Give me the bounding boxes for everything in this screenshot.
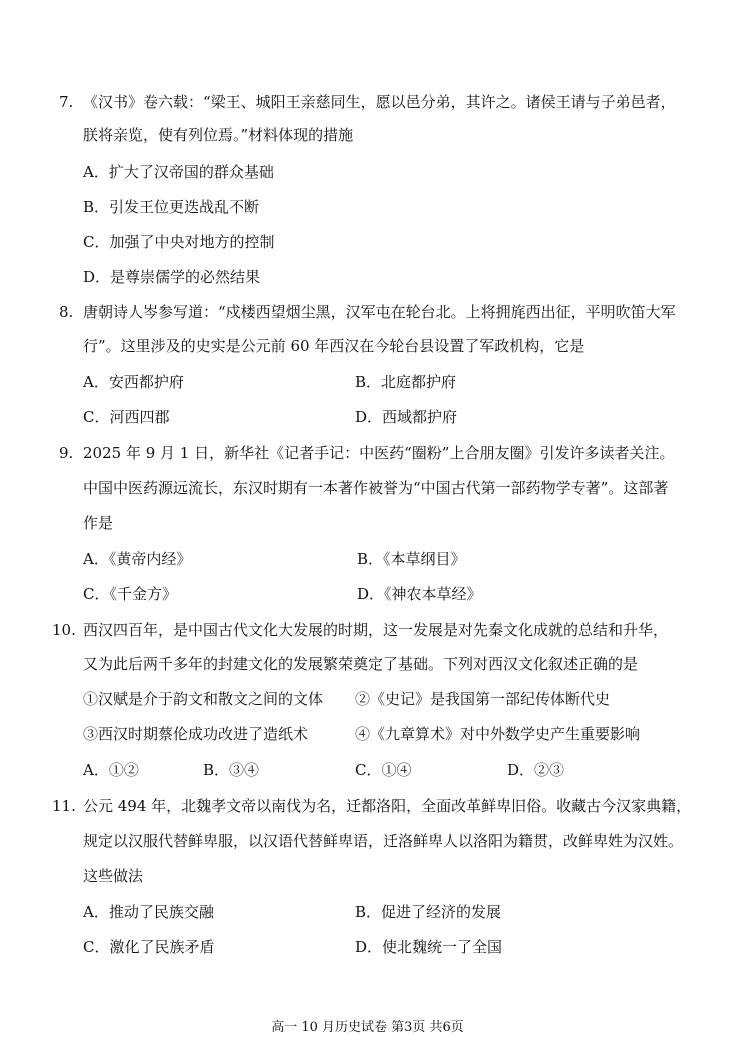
question-stem-line: 又为此后两千多年的封建文化的发展繁荣奠定了基础。下列对西汉文化叙述正确的是 xyxy=(83,655,639,673)
option-d: D．西域都护府 xyxy=(355,408,458,426)
question-stem-line: 唐朝诗人岑参写道：“戍楼西望烟尘黑，汉军屯在轮台北。上将拥旄西出征，平明吹笛大军 xyxy=(83,303,676,321)
question-number: 10. xyxy=(52,621,76,639)
question-stem-line: 这些做法 xyxy=(83,867,144,885)
option-a: A．推动了民族交融 xyxy=(83,903,214,921)
question-number: 9. xyxy=(59,444,74,462)
question-stem-line: 作是 xyxy=(83,514,114,532)
question-stem-line: 朕将亲览，使有列位焉。”材料体现的措施 xyxy=(83,126,354,144)
option-a: A．《黄帝内经》 xyxy=(83,550,192,568)
statement-3: ③西汉时期蔡伦成功改进了造纸术 xyxy=(83,725,309,743)
question-stem-line: 中国中医药源远流长，东汉时期有一本著作被誉为“中国古代第一部药物学专著”。这部著 xyxy=(83,479,669,497)
option-a: A．安西都护府 xyxy=(83,373,184,391)
question-stem-line: 《汉书》卷六载：“梁王、城阳王亲慈同生，愿以邑分弟，其许之。诸侯王请与子弟邑者， xyxy=(83,93,676,111)
option-b: B．北庭都护府 xyxy=(355,373,457,391)
option-c: C．激化了民族矛盾 xyxy=(83,938,215,956)
option-a: A．扩大了汉帝国的群众基础 xyxy=(83,163,274,181)
option-c: C．河西四郡 xyxy=(83,408,170,426)
option-b: B．《本草纲目》 xyxy=(357,550,466,568)
option-d: D．使北魏统一了全国 xyxy=(355,938,503,956)
statement-2: ②《史记》是我国第一部纪传体断代史 xyxy=(355,690,611,708)
question-stem-line: 公元 494 年，北魏孝文帝以南伐为名，迁都洛阳，全面改革鲜卑旧俗。收藏古今汉家典籍， xyxy=(83,797,692,815)
option-c: C．《千金方》 xyxy=(83,585,177,603)
option-c: C．加强了中央对地方的控制 xyxy=(83,233,275,251)
option-d: D．《神农本草经》 xyxy=(357,585,482,603)
option-b: B．③④ xyxy=(203,761,260,779)
question-number: 7. xyxy=(59,93,74,111)
option-c: C．①④ xyxy=(355,761,412,779)
option-d: D．是尊崇儒学的必然结果 xyxy=(83,268,261,286)
option-a: A．①② xyxy=(83,761,139,779)
question-number: 11. xyxy=(52,797,76,815)
option-b: B．引发王位更迭战乱不断 xyxy=(83,198,260,216)
statement-1: ①汉赋是介于韵文和散文之间的文体 xyxy=(83,690,324,708)
option-b: B．促进了经济的发展 xyxy=(355,903,502,921)
question-stem-line: 西汉四百年，是中国古代文化大发展的时期，这一发展是对先秦文化成就的总结和升华， xyxy=(83,621,669,639)
page-footer: 高一 10 月历史试卷 第3页 共6页 xyxy=(271,1020,464,1035)
question-stem-line: 行”。这里涉及的史实是公元前 60 年西汉在今轮台县设置了军政机构，它是 xyxy=(83,337,585,355)
statement-4: ④《九章算术》对中外数学史产生重要影响 xyxy=(355,725,641,743)
question-number: 8. xyxy=(59,303,74,321)
option-d: D．②③ xyxy=(507,761,565,779)
question-stem-line: 规定以汉服代替鲜卑服，以汉语代替鲜卑语，迁洛鲜卑人以洛阳为籍贯，改鲜卑姓为汉姓。 xyxy=(83,832,684,850)
question-stem-line: 2025 年 9 月 1 日，新华社《记者手记：中医药“圈粉”上合朋友圈》引发许多读者关注。 xyxy=(83,444,675,462)
